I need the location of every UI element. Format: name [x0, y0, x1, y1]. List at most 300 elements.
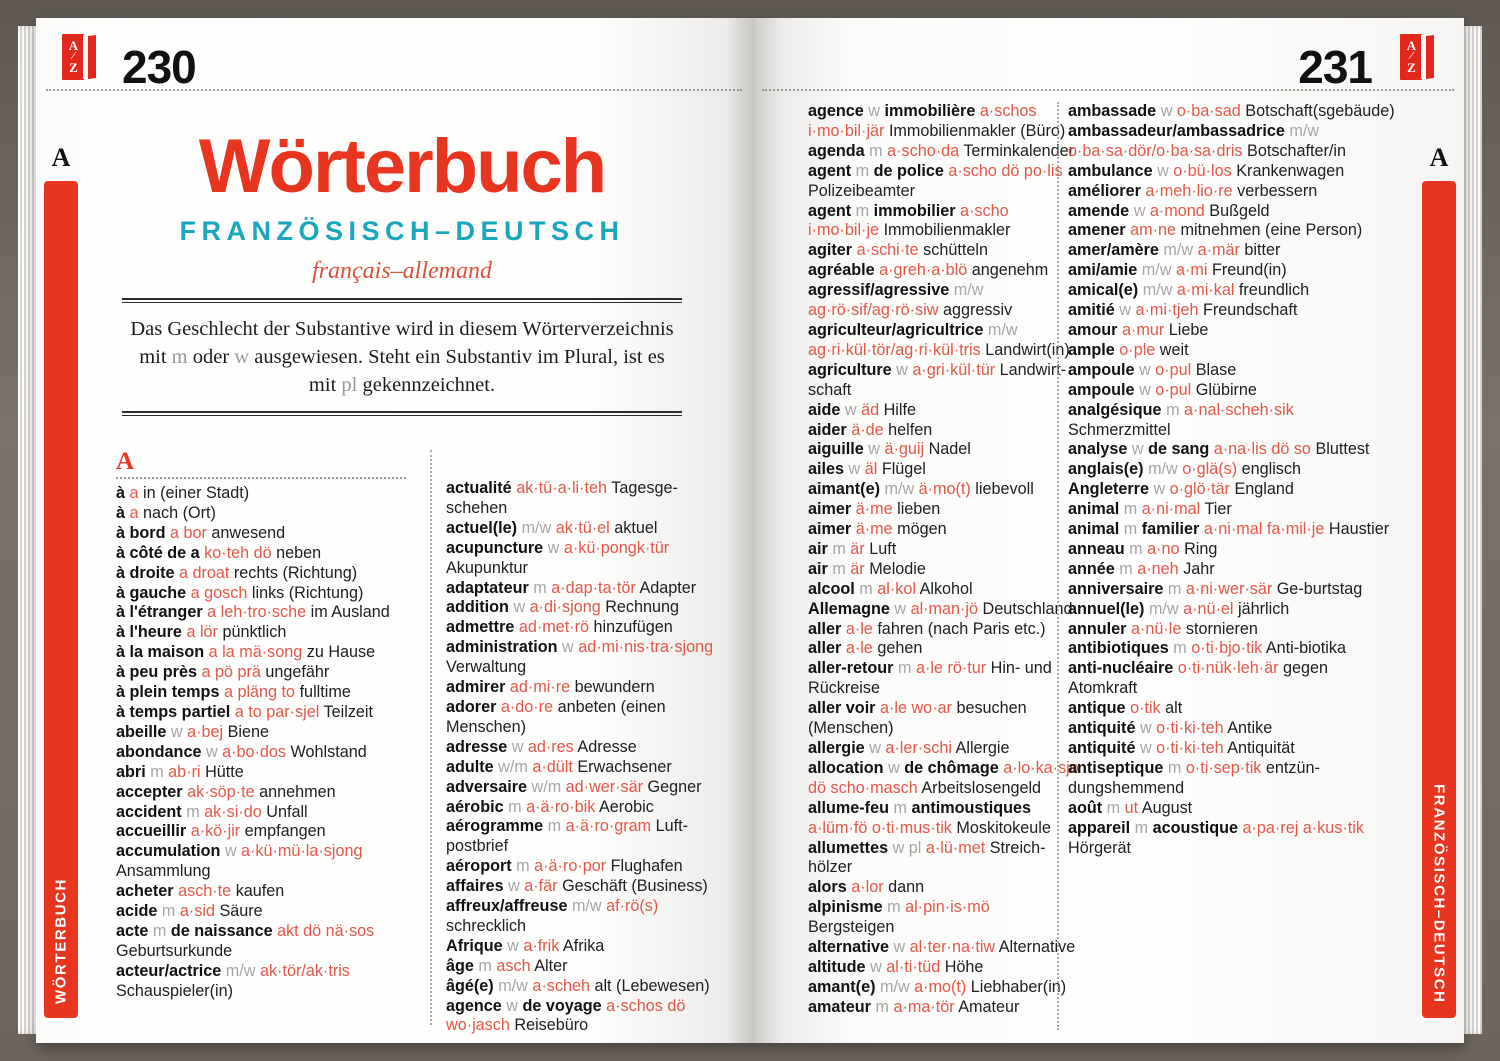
dictionary-entry — [1068, 520, 1398, 540]
entry-pronunciation: a·le — [845, 639, 878, 658]
dictionary-entry — [1068, 540, 1398, 560]
entry-pronunciation: akt dö nä·sos — [277, 921, 375, 940]
entry-gender: m/w — [1141, 261, 1176, 280]
title-divider-top — [122, 298, 682, 303]
entry-pronunciation: ä·me — [855, 520, 898, 539]
dictionary-entry — [116, 504, 406, 524]
dictionary-entry — [446, 897, 732, 937]
entry-pronunciation: ut — [1124, 798, 1142, 817]
entry-pronunciation: ak·tü·a·li·teh — [516, 479, 612, 497]
az-icon-back-cover — [1426, 35, 1434, 79]
entry-pronunciation: ä·mo(t) — [918, 480, 976, 499]
dictionary-entry — [808, 162, 1080, 202]
entry-pronunciation: a·di·sjong — [529, 598, 606, 617]
entry-translation: Ring — [1184, 539, 1218, 558]
entry-pronunciation: ak·si·do — [204, 802, 267, 821]
entry-headword: ampoule — [1068, 380, 1140, 399]
entry-translation: jährlich — [1238, 599, 1290, 618]
gender-note-line2a: mit — [139, 346, 172, 368]
entry-pronunciation: ko·teh dö — [204, 543, 277, 562]
entry-pronunciation: a·ä·ro·gram — [565, 817, 656, 836]
entry-headword: allumettes — [808, 838, 893, 857]
entry-pronunciation: ad·wer·sär — [565, 777, 648, 796]
entry-pronunciation: äd — [861, 400, 884, 419]
gender-note-line2c: ausgewiesen. Steht ein Substantiv im Plural, ist es — [249, 346, 665, 368]
entry-headword: aérogramme — [446, 817, 548, 836]
entry-headword: Afrique — [446, 936, 508, 955]
entry-gender: m/w — [884, 480, 919, 499]
entry-translation: Schmerzmittel — [1068, 420, 1171, 439]
dictionary-entry — [116, 524, 406, 544]
dictionary-entry — [1068, 480, 1398, 500]
entry-headword: agent — [808, 161, 856, 180]
entry-gender: w — [894, 599, 911, 618]
entry-pronunciation: ak·tü·el — [555, 518, 615, 537]
entry-gender: m — [855, 161, 874, 180]
dictionary-entry — [446, 817, 732, 857]
dictionary-entry — [808, 261, 1080, 281]
entry-headword: août — [1068, 798, 1107, 817]
entry-gender: w — [513, 598, 530, 617]
dictionary-entry — [808, 202, 1080, 242]
entry-translation: Bußgeld — [1209, 201, 1270, 220]
entry-translation: Erwachsener — [577, 757, 672, 776]
entry-headword: à droite — [116, 563, 179, 582]
entry-translation: mitnehmen (eine Person) — [1180, 221, 1363, 240]
entry-translation: Arbeitslosengeld — [921, 778, 1042, 797]
entry-headword: annuel(le) — [1068, 599, 1149, 618]
dictionary-entry — [116, 544, 406, 564]
entry-headword: adresse — [446, 737, 512, 756]
entry-gender: m — [508, 797, 527, 816]
entry-headword: aiguille — [808, 440, 869, 459]
entry-translation: Biene — [227, 722, 269, 741]
entry-pronunciation: af·rö(s) — [606, 897, 659, 916]
dictionary-entry — [116, 564, 406, 584]
dictionary-entry — [116, 623, 406, 643]
page-number-left: 230 — [122, 41, 196, 93]
letter-heading-a: A — [116, 448, 135, 475]
entry-headword: à côté de a — [116, 543, 205, 562]
entry-gender: w — [870, 957, 887, 976]
thumb-tab-letter-right: A — [1429, 143, 1449, 172]
dictionary-entry — [446, 698, 732, 738]
entry-pronunciation: ad·met·rö — [518, 618, 594, 637]
entry-headword: agence — [808, 102, 869, 120]
entry-headword: aérobic — [446, 797, 509, 816]
entry-translation: England — [1234, 480, 1294, 499]
dictionary-entry — [808, 281, 1080, 321]
entry-translation: Antiquität — [1227, 739, 1295, 757]
entry-pronunciation: o·pul — [1155, 360, 1196, 379]
entry-gender: m — [855, 201, 874, 220]
entry-pronunciation: al·ti·tüd — [886, 957, 945, 976]
entry-gender: m — [893, 798, 912, 817]
entry-headword: admirer — [446, 678, 510, 697]
entry-gender: w — [224, 842, 242, 861]
entry-headword: amer/amère — [1068, 241, 1164, 260]
entry-headword: à plein temps — [116, 683, 224, 702]
entry-pronunciation: ad·mi·re — [509, 678, 575, 697]
entry-headword: aimer — [808, 520, 856, 539]
entry-headword: adaptateur — [446, 578, 534, 597]
entry-headword: ami/amie — [1068, 261, 1142, 280]
dictionary-entry — [446, 778, 732, 798]
entry-headword: à l'heure — [116, 623, 187, 642]
dictionary-entry — [446, 738, 732, 758]
entry-gender: m — [516, 857, 535, 876]
gender-marker-m: m — [171, 346, 188, 368]
dictionary-column-right-1 — [808, 102, 1080, 1018]
entry-pronunciation: a·scho·da — [887, 141, 964, 160]
dictionary-entry — [808, 799, 1080, 839]
entry-headword: adulte — [446, 757, 499, 776]
entry-gender: m/w — [571, 897, 607, 916]
entry-gender: w — [1153, 480, 1170, 499]
entry-translation: Wohlstand — [290, 742, 367, 761]
entry-translation: Bluttest — [1315, 440, 1370, 459]
dictionary-entry — [446, 598, 732, 618]
entry-pronunciation: a·nü·le — [1130, 619, 1186, 638]
dictionary-entry — [808, 460, 1080, 480]
entry-translation: fahren (nach Paris etc.) — [877, 619, 1046, 638]
entry-gender: m/w — [498, 976, 533, 995]
entry-translation: bewundern — [574, 678, 655, 697]
entry-pronunciation: a·mi·tjeh — [1135, 301, 1203, 320]
entry-translation: Alter — [534, 956, 568, 975]
entry-translation: Adresse — [577, 737, 637, 756]
entry-pronunciation: o·pul — [1155, 380, 1196, 399]
entry-translation: schrecklich — [446, 916, 527, 935]
entry-pronunciation: a·dap·ta·tör — [551, 578, 640, 597]
entry-pronunciation: a·dült — [532, 757, 578, 776]
entry-pronunciation: a·le wo·ar — [879, 699, 957, 718]
entry-headword: acupuncture — [446, 538, 548, 557]
thumb-tab-right[interactable] — [1422, 181, 1456, 1018]
dictionary-entry — [116, 723, 406, 743]
entry-translation: Antike — [1227, 719, 1273, 738]
entry-translation: schütteln — [923, 241, 988, 260]
entry-headword: allocation — [808, 758, 889, 777]
entry-gender: m — [859, 579, 878, 598]
entry-gender: m/w — [953, 281, 984, 300]
entry-translation: Liebhaber(in) — [970, 977, 1067, 996]
entry-headword: amitié — [1068, 301, 1120, 320]
entry-gender: w — [511, 737, 528, 756]
entry-headword: de sang — [1148, 440, 1214, 459]
entry-pronunciation: a·scho i·mo·bil·je — [808, 201, 1009, 240]
entry-pronunciation: o·ba·sa·dör/o·ba·sa·dris — [1068, 141, 1248, 160]
entry-headword: familier — [1141, 520, 1204, 539]
entry-pronunciation: o·ti·bjo·tik — [1191, 639, 1266, 658]
gender-marker-w: w — [234, 346, 250, 368]
entry-pronunciation: o·ple — [1119, 340, 1160, 359]
entry-headword: agent — [808, 201, 856, 220]
dictionary-entry — [808, 480, 1080, 500]
entry-translation: Geschäft (Business) — [562, 877, 708, 896]
entry-translation: dann — [888, 878, 925, 897]
entry-headword: à peu près — [116, 663, 202, 682]
entry-translation: Moskitokeule — [956, 818, 1051, 837]
entry-translation: Landwirt(in) — [985, 340, 1070, 359]
entry-headword: aller — [808, 639, 846, 658]
entry-headword: acheter — [116, 882, 179, 901]
entry-headword: Angleterre — [1068, 480, 1154, 499]
dictionary-entry — [808, 560, 1080, 580]
dictionary-entry — [808, 659, 1080, 699]
entry-pronunciation: ad·mi·nis·tra·sjong — [578, 638, 714, 657]
entry-headword: antiseptique — [1068, 758, 1168, 777]
entry-headword: animal — [1068, 520, 1124, 539]
thumb-tab-left[interactable] — [44, 181, 78, 1018]
header-rule-right — [762, 89, 1454, 91]
dictionary-entry — [808, 401, 1080, 421]
entry-translation: Allergie — [955, 739, 1010, 757]
entry-translation: Teilzeit — [323, 702, 374, 721]
dictionary-entry — [808, 878, 1080, 898]
entry-pronunciation: a·frik — [523, 936, 563, 955]
entry-pronunciation: är — [850, 559, 870, 578]
dictionary-entry — [116, 643, 406, 663]
entry-gender: m — [1134, 818, 1153, 837]
entry-pronunciation: a·ä·ro·por — [534, 857, 611, 876]
entry-headword: alpinisme — [808, 898, 888, 917]
dictionary-entry — [446, 997, 732, 1037]
entry-gender: w — [869, 739, 886, 757]
dictionary-entry — [446, 877, 732, 897]
page-right — [752, 18, 1464, 1043]
entry-headword: actualité — [446, 479, 517, 497]
entry-headword: anti-nucléaire — [1068, 659, 1178, 678]
entry-headword: anneau — [1068, 539, 1130, 558]
entry-gender: m/w — [879, 977, 915, 996]
entry-headword: agriculture — [808, 360, 897, 379]
dictionary-entry — [1068, 460, 1398, 480]
entry-headword: accueillir — [116, 822, 191, 841]
entry-translation: Adapter — [639, 578, 697, 597]
entry-pronunciation: a·ni·wer·sär — [1185, 579, 1277, 598]
dictionary-entry — [808, 321, 1080, 361]
entry-translation: Haustier — [1328, 520, 1390, 539]
entry-pronunciation: a·lüm·fö o·ti·mus·tik — [808, 818, 957, 837]
dictionary-column-left-1 — [116, 450, 406, 1002]
entry-gender: m — [547, 817, 566, 836]
entry-pronunciation: o·glä(s) — [1182, 460, 1242, 479]
dictionary-entry — [116, 703, 406, 723]
dictionary-entry — [1068, 440, 1398, 460]
entry-headword: amour — [1068, 320, 1122, 339]
dictionary-entry — [808, 699, 1080, 739]
entry-gender: w — [506, 996, 523, 1015]
entry-gender: w — [1119, 301, 1136, 320]
dictionary-entry — [1068, 580, 1398, 600]
entry-pronunciation: äl — [864, 460, 882, 479]
entry-gender: m — [887, 898, 906, 917]
entry-pronunciation: asch — [496, 956, 535, 975]
entry-pronunciation: a·fär — [524, 877, 563, 896]
entry-gender: w — [508, 877, 525, 896]
entry-translation: Freund(in) — [1211, 261, 1287, 280]
entry-gender: m/w — [1163, 241, 1198, 260]
entry-headword: de voyage — [522, 996, 607, 1015]
dictionary-entry — [1068, 500, 1398, 520]
dictionary-entry — [446, 678, 732, 698]
entry-pronunciation: a to par·sjel — [234, 702, 324, 721]
entry-translation: helfen — [888, 420, 933, 439]
entry-pronunciation: al·ter·na·tiw — [909, 938, 999, 957]
dictionary-entry — [1068, 401, 1398, 441]
entry-headword: ambassade — [1068, 102, 1161, 120]
entry-pronunciation: a leh·tro·sche — [207, 603, 311, 622]
entry-headword: amant(e) — [808, 977, 880, 996]
entry-gender: w — [1157, 161, 1174, 180]
entry-headword: agréable — [808, 261, 880, 280]
entry-translation: Melodie — [869, 559, 926, 578]
book-spread — [36, 18, 1464, 1043]
entry-headword: amende — [1068, 201, 1134, 220]
dictionary-entry — [116, 584, 406, 604]
entry-pronunciation: o·ti·ki·teh — [1156, 739, 1228, 757]
dictionary-entry — [808, 759, 1080, 799]
entry-headword: alors — [808, 878, 852, 897]
entry-pronunciation: al·man·jö — [910, 599, 983, 618]
entry-pronunciation: o·ti·ki·teh — [1156, 719, 1228, 738]
entry-headword: annuler — [1068, 619, 1131, 638]
entry-pronunciation: o·bü·los — [1173, 161, 1237, 180]
entry-translation: im Ausland — [310, 603, 390, 622]
entry-pronunciation: ag·ri·kül·tör/ag·ri·kül·tris — [808, 340, 986, 359]
entry-pronunciation: ag·rö·sif/ag·rö·siw — [808, 301, 943, 320]
entry-pronunciation: är — [850, 539, 870, 558]
entry-headword: agenda — [808, 141, 870, 160]
entry-translation: Amateur — [958, 997, 1020, 1016]
entry-gender: w — [547, 538, 564, 557]
entry-headword: accepter — [116, 782, 188, 801]
entry-headword: accumulation — [116, 842, 225, 861]
entry-pronunciation: a pö prä — [201, 663, 266, 682]
dictionary-entry — [1068, 719, 1398, 739]
dictionary-entry — [808, 421, 1080, 441]
dictionary-entry — [808, 998, 1080, 1018]
entry-pronunciation: al·kol — [877, 579, 920, 598]
entry-headword: ampoule — [1068, 360, 1140, 379]
dictionary-entry — [1068, 560, 1398, 580]
entry-headword: abri — [116, 762, 151, 781]
entry-pronunciation: a·pa·rej a·kus·tik — [1242, 818, 1364, 837]
entry-pronunciation: a·lü·met — [925, 838, 990, 857]
entry-translation: Jahr — [1183, 559, 1215, 578]
thumb-tab-letter-left: A — [51, 143, 71, 172]
entry-pronunciation: a·bej — [187, 722, 228, 741]
entry-translation: hinzufügen — [593, 618, 673, 637]
dictionary-entry — [808, 958, 1080, 978]
entry-translation: empfangen — [244, 822, 326, 841]
entry-headword: alternative — [808, 938, 894, 957]
entry-translation: fulltime — [299, 683, 351, 702]
entry-gender: m — [150, 762, 169, 781]
entry-translation: angenehm — [971, 261, 1049, 280]
entry-translation: August — [1141, 798, 1193, 817]
entry-headword: adorer — [446, 697, 501, 716]
entry-gender: m — [1106, 798, 1125, 817]
entry-pronunciation: a·ni·mal fa·mil·je — [1203, 520, 1329, 539]
entry-translation: Flügel — [881, 460, 926, 479]
entry-headword: animal — [1068, 500, 1124, 519]
entry-pronunciation: ä·me — [855, 500, 898, 519]
entry-gender: w — [1139, 739, 1157, 757]
az-icon-letters: A ∕ Z — [1406, 38, 1417, 75]
dictionary-entry — [808, 739, 1080, 759]
dictionary-entry — [1068, 361, 1398, 381]
entry-translation: Hütte — [205, 762, 244, 781]
entry-pronunciation: a — [129, 484, 144, 502]
page-left-header — [36, 18, 752, 96]
entry-translation: Rechnung — [605, 598, 680, 617]
entry-pronunciation: a·do·re — [500, 697, 558, 716]
entry-headword: à — [116, 484, 130, 502]
gender-note-line2b: oder — [187, 346, 235, 368]
entry-translation: Bergsteigen — [808, 918, 895, 937]
entry-pronunciation: a·ma·tör — [893, 997, 959, 1016]
dictionary-entry — [1068, 739, 1398, 759]
entry-headword: acteur/actrice — [116, 961, 226, 980]
entry-headword: de chômage — [904, 758, 1004, 777]
dictionary-entry — [446, 519, 732, 539]
entry-translation: Akupunktur — [446, 558, 528, 577]
header-rule-left — [46, 89, 742, 91]
dictionary-entry — [1068, 699, 1398, 719]
entry-translation: Tier — [1204, 500, 1232, 519]
entry-headword: agriculteur/agricultrice — [808, 320, 988, 339]
entry-pronunciation: a·no — [1147, 539, 1185, 558]
dictionary-entry — [808, 620, 1080, 640]
entry-headword: à — [116, 503, 130, 522]
entry-gender: m — [832, 539, 851, 558]
dictionary-entry — [808, 102, 1080, 142]
entry-translation: Hilfe — [883, 400, 916, 419]
entry-headword: air — [808, 559, 833, 578]
entry-headword: âgé(e) — [446, 976, 499, 995]
entry-pronunciation: o·ti·nük·leh·är — [1177, 659, 1284, 678]
entry-pronunciation: am·ne — [1130, 221, 1181, 240]
entry-gender: m/w — [521, 518, 556, 537]
dictionary-entry — [116, 922, 406, 962]
entry-headword: amateur — [808, 997, 876, 1016]
entry-pronunciation: a·lo·ka·sjo dö scho·masch — [808, 758, 1079, 797]
entry-headword: de naissance — [170, 921, 278, 940]
entry-translation: Anti-biotika — [1265, 639, 1346, 658]
entry-headword: agressif/agressive — [808, 281, 954, 300]
entry-pronunciation: a·mo(t) — [914, 977, 971, 996]
entry-translation: Luft — [869, 539, 897, 558]
entry-translation: Flughafen — [610, 857, 683, 876]
dictionary-column-left-2 — [446, 450, 732, 1036]
entry-translation: Säure — [219, 902, 263, 921]
entry-translation: liebevoll — [975, 480, 1034, 499]
dictionary-entry — [808, 898, 1080, 938]
entry-translation: Afrika — [562, 936, 605, 955]
entry-gender: m/w — [1148, 599, 1184, 618]
dictionary-entry — [446, 638, 732, 678]
entry-translation: Gegner — [647, 777, 702, 796]
entry-gender: m — [1166, 400, 1185, 419]
entry-pronunciation: a·kü·pongk·tür — [563, 538, 670, 557]
entry-translation: Terminkalender — [963, 141, 1075, 160]
entry-gender: w — [848, 460, 865, 479]
page-right-header — [752, 18, 1464, 96]
entry-headword: aller — [808, 619, 846, 638]
entry-headword: affaires — [446, 877, 509, 896]
